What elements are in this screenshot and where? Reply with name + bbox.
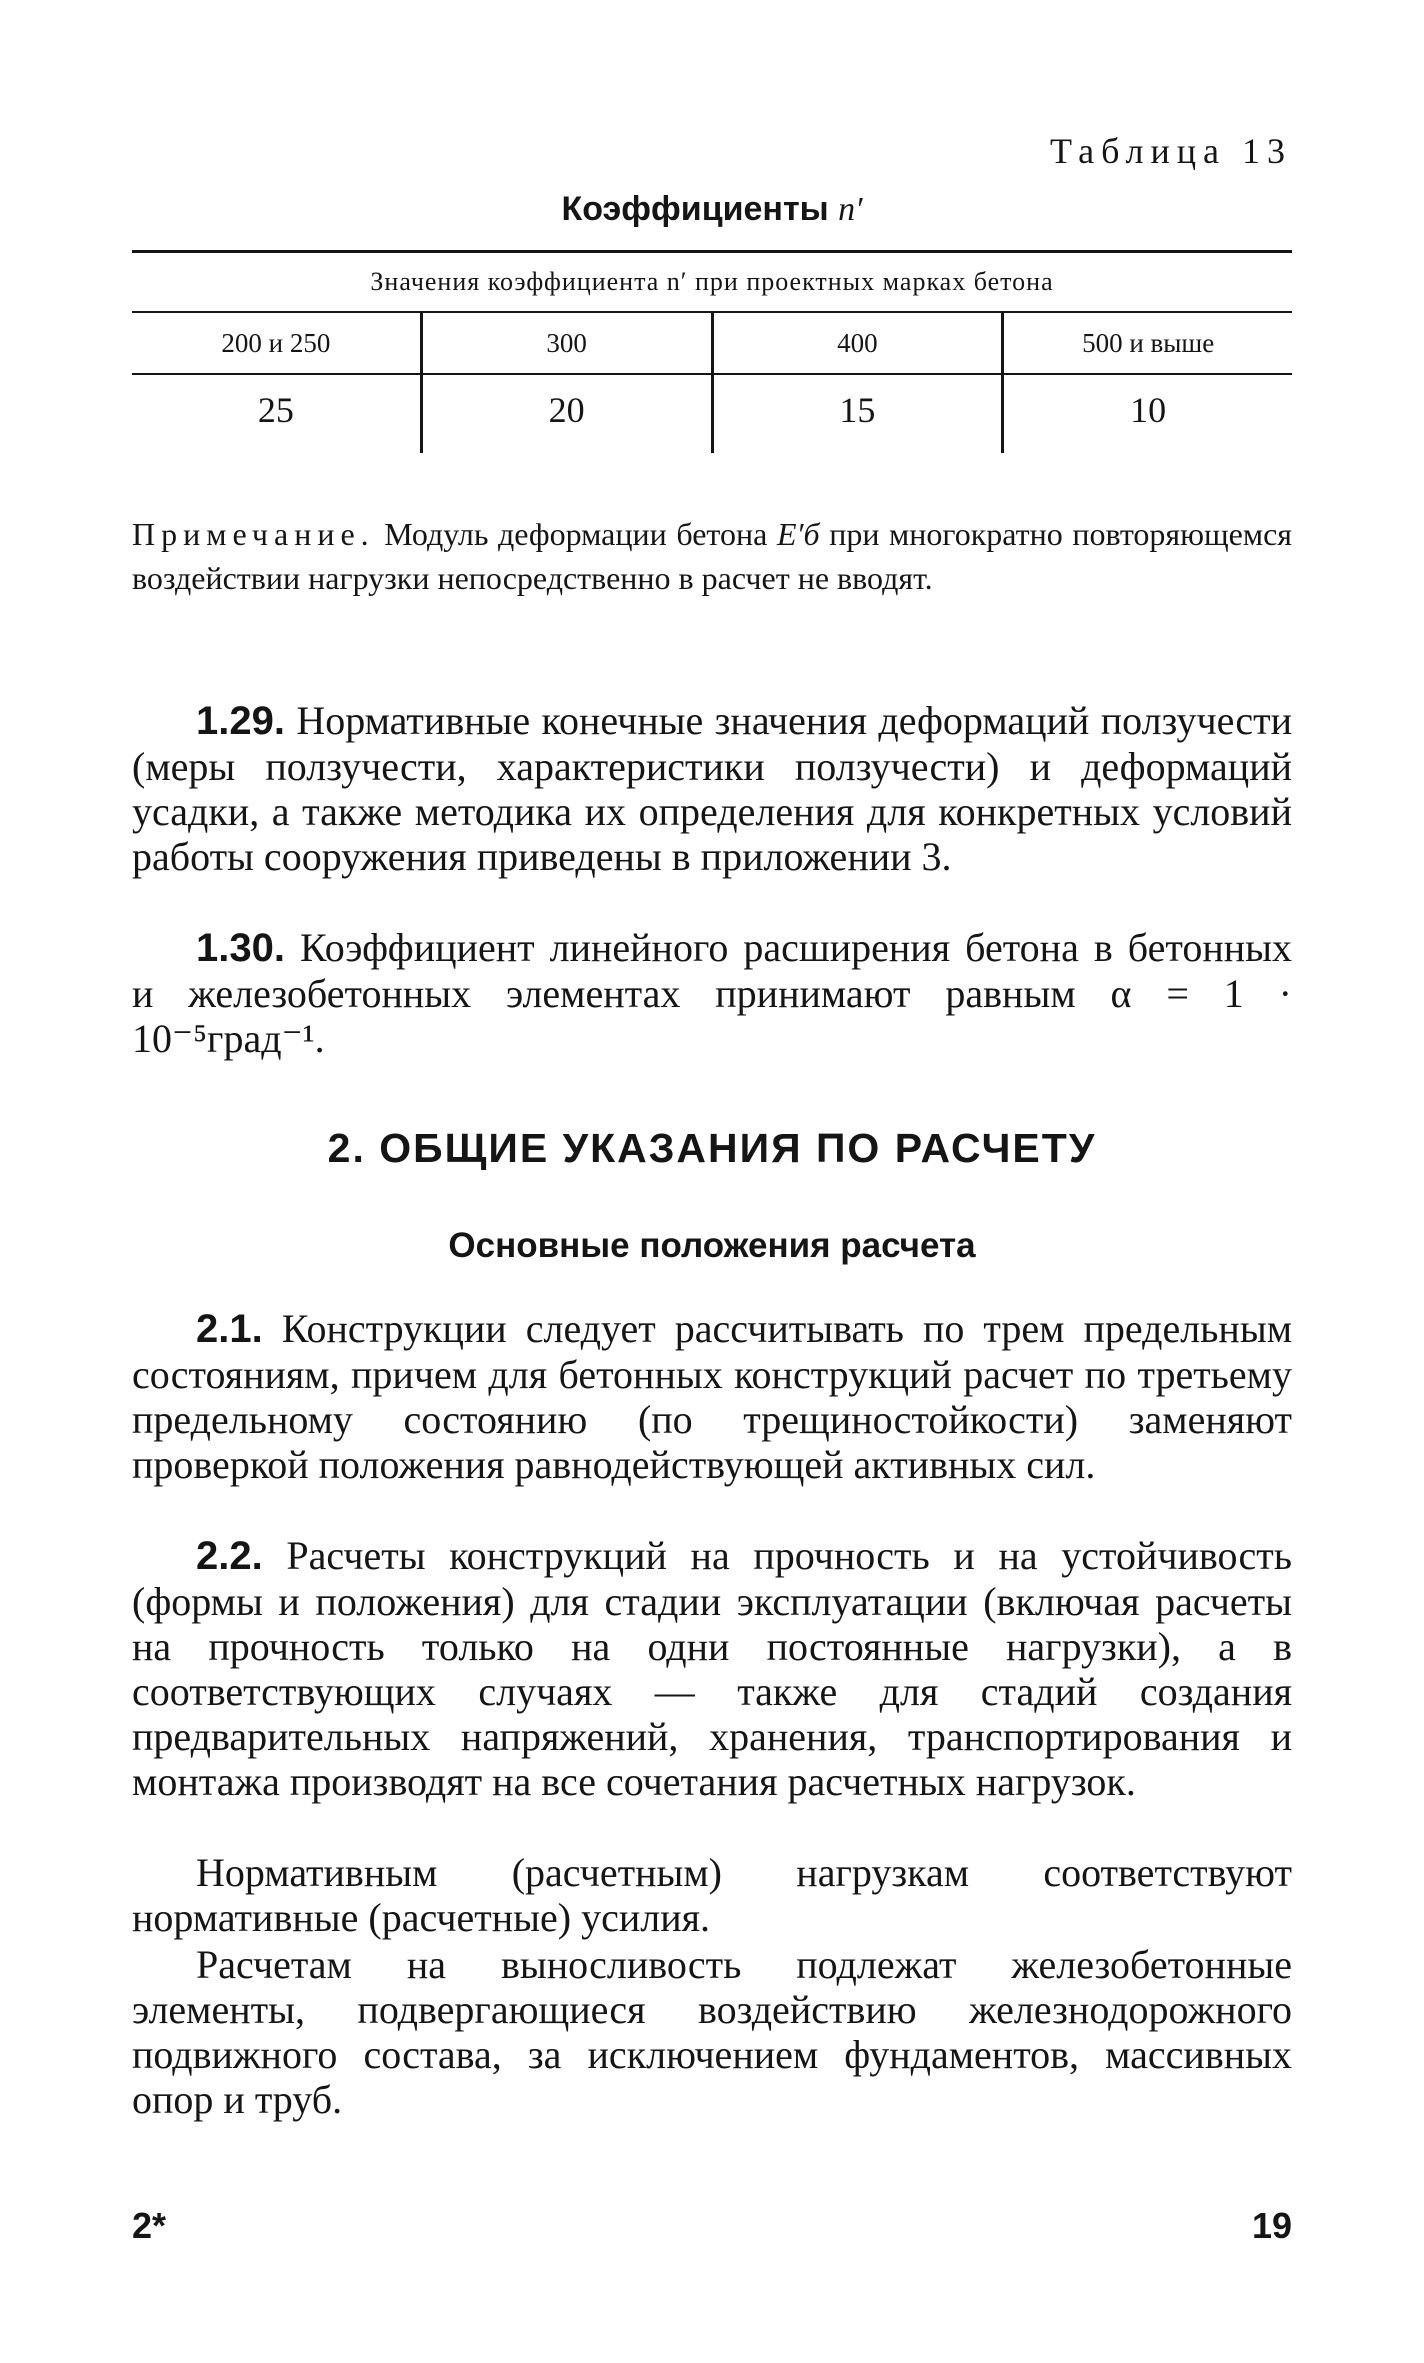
column-header: 300: [420, 313, 711, 373]
column-header: 500 и выше: [1001, 313, 1292, 373]
table-note: [132, 512, 1292, 600]
paragraph-1-30: [132, 925, 1292, 1061]
paragraph-1-29: [132, 698, 1292, 879]
paragraph-normative: Нормативным (расчетным) нагрузкам соответствуют нормативные (расчетные) усилия.: [132, 1850, 1292, 1940]
paragraph-text: Расчеты конструкций на прочность и на устойчивость (формы и положения) для стадии эксплуатации (включая расчеты на прочность только на одни постоянные нагрузки), а в соответствующих случаях — также для стадий создания предварительных напряжений, хранения, транспортирования и монтажа производят на все сочетания расчетных нагрузок.: [132, 1533, 1293, 1804]
paragraph-number: 1.30.: [196, 926, 285, 970]
paragraph-number: 2.2.: [196, 1534, 263, 1578]
column-header: 200 и 250: [221, 328, 331, 358]
table-cell: 10: [1001, 375, 1292, 453]
table-column-headers: [132, 313, 1292, 373]
table-title-symbol: n′: [838, 191, 863, 228]
table-row: [132, 375, 1292, 453]
note-text-after: при многократно повторяющемся воздействии нагрузки непосредственно в расчет не вводят.: [132, 516, 1293, 596]
note-text-before: Модуль деформации бетона: [384, 516, 768, 552]
paragraph-number: 1.29.: [196, 699, 285, 743]
signature-mark: 2*: [132, 2205, 167, 2246]
paragraph-text: Коэффициент линейного расширения бетона в бетонных и железобетонных элементах принимают равным: [132, 925, 1293, 1016]
section-subtitle: Основные положения расчета: [448, 1226, 976, 1265]
column-header: 400: [711, 313, 1002, 373]
table-cell: 15: [711, 375, 1002, 453]
paragraph-endurance: Расчетам на выносливость подлежат железобетонные элементы, подвергающиеся воздействию железнодорожного подвижного состава, за исключением фундаментов, массивных опор и труб.: [132, 1942, 1292, 2122]
table-label: Таблица 13: [1050, 131, 1292, 171]
paragraph-2-1: [132, 1306, 1292, 1487]
page-number: 19: [1251, 2205, 1292, 2246]
note-symbol: E′б: [776, 516, 820, 552]
table-cell: 20: [420, 375, 711, 453]
table-title-text: Коэффициенты: [561, 190, 829, 228]
note-label: Примечание.: [132, 516, 375, 552]
table-cell: 25: [257, 390, 294, 430]
section-title: 2. ОБЩИЕ УКАЗАНИЯ ПО РАСЧЕТУ: [327, 1125, 1097, 1171]
table-header: Значения коэффициента n′ при проектных марках бетона: [370, 267, 1054, 296]
paragraph-number: 2.1.: [196, 1307, 263, 1351]
paragraph-text: Конструкции следует рассчитывать по трем предельным состояниям, причем для бетонных конструкций расчет по третьему предельному состоянию (по трещиностойкости) заменяют проверкой положения равнодействующей активных сил.: [132, 1306, 1293, 1487]
paragraph-2-2: [132, 1533, 1292, 1804]
formula: α = 1 · 10⁻⁵град⁻¹.: [132, 971, 1292, 1061]
table-title: [132, 190, 1292, 229]
coefficient-table: [132, 250, 1292, 453]
paragraph-text: Нормативные конечные значения деформаций ползучести (меры ползучести, характеристики ползучести) и деформаций усадки, а также методика их определения для конкретных условий работы сооружения приведены в приложении 3.: [132, 698, 1292, 879]
document-page: [132, 0, 1292, 2363]
